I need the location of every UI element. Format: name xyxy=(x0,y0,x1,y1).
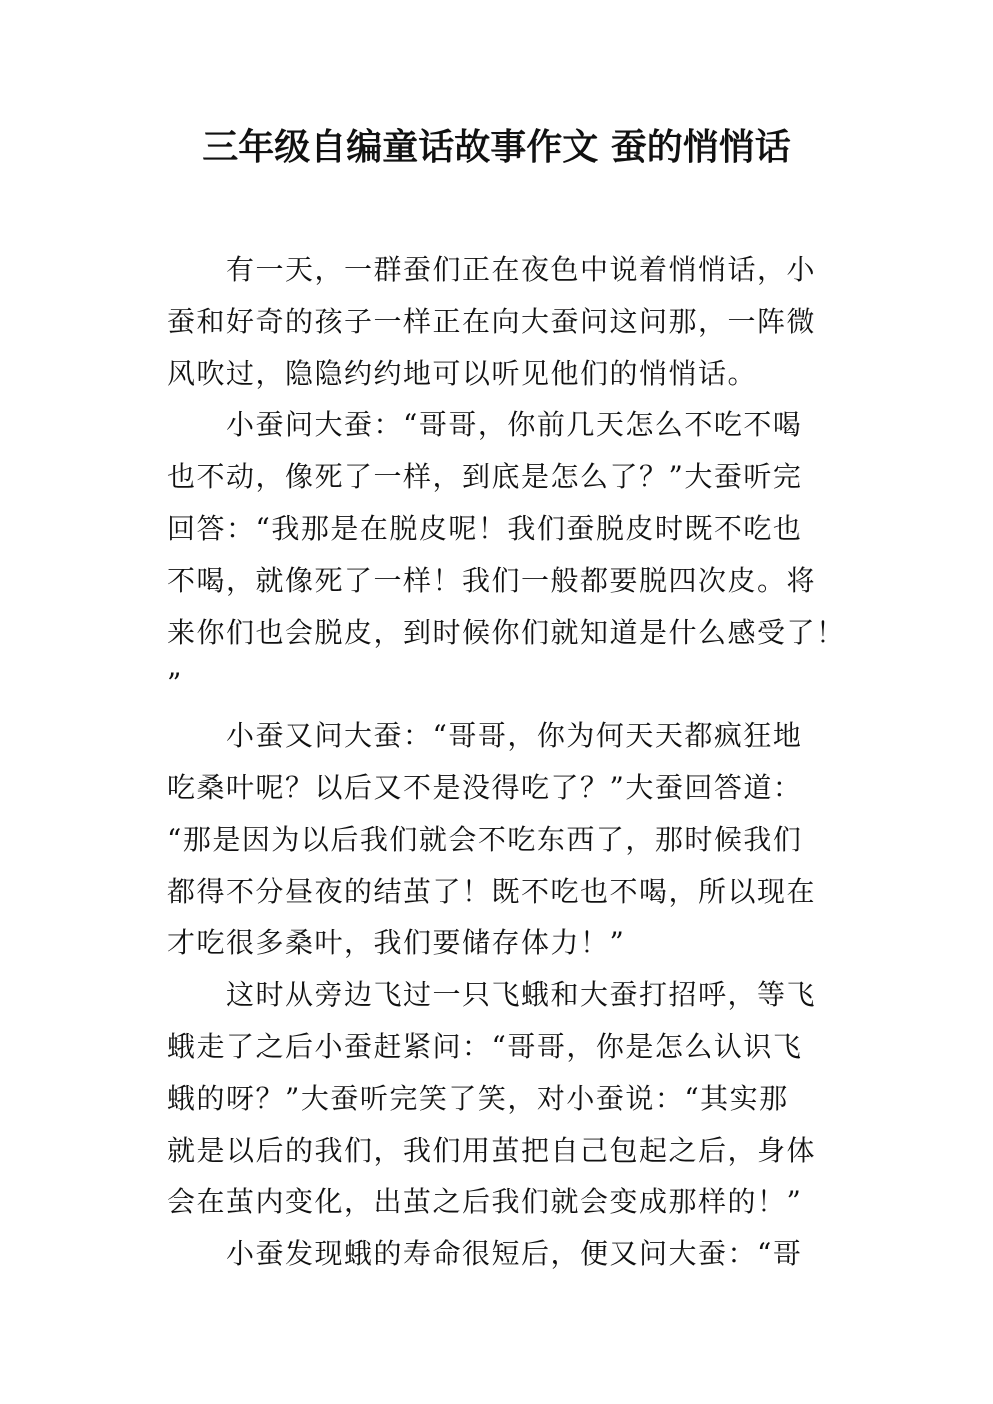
text-line: 风吹过，隐隐约约地可以听见他们的悄悄话。 xyxy=(167,356,758,390)
text-line: 吃桑叶呢？以后又不是没得吃了？”大蚕回答道： xyxy=(167,770,803,804)
text-line: 会在茧内变化，出茧之后我们就会变成那样的！” xyxy=(167,1185,803,1219)
text-line: 小蚕发现蛾的寿命很短后，便又问大蚕：“哥 xyxy=(167,1237,803,1271)
text-line: 蛾走了之后小蚕赶紧问：“哥哥，你是怎么认识飞 xyxy=(167,1029,803,1063)
text-line: 才吃很多桑叶，我们要储存体力！” xyxy=(167,926,626,960)
text-line: 就是以后的我们，我们用茧把自己包起之后，身体 xyxy=(167,1133,817,1167)
text-line: 蚕和好奇的孩子一样正在向大蚕问这问那，一阵微 xyxy=(167,304,817,338)
text-line: 这时从旁边飞过一只飞蛾和大蚕打招呼，等飞 xyxy=(167,978,817,1012)
document-title: 三年级自编童话故事作文 蚕的悄悄话 xyxy=(202,127,791,168)
text-line: 蛾的呀？”大蚕听完笑了笑，对小蚕说：“其实那 xyxy=(167,1081,789,1115)
text-line: 也不动，像死了一样，到底是怎么了？”大蚕听完 xyxy=(167,460,803,494)
text-line: “那是因为以后我们就会不吃东西了，那时候我们 xyxy=(167,822,803,856)
text-line: 回答：“我那是在脱皮呢！我们蚕脱皮时既不吃也 xyxy=(167,511,803,545)
text-line: 都得不分昼夜的结茧了！既不吃也不喝，所以现在 xyxy=(167,874,817,908)
text-line: 不喝，就像死了一样！我们一般都要脱四次皮。将 xyxy=(167,563,817,597)
document-body xyxy=(167,244,846,1280)
text-line: 小蚕问大蚕：“哥哥，你前几天怎么不吃不喝 xyxy=(167,408,803,442)
text-line: 小蚕又问大蚕：“哥哥，你为何天天都疯狂地 xyxy=(167,719,803,753)
text-line: 有一天，一群蚕们正在夜色中说着悄悄话，小 xyxy=(167,253,817,286)
text-line: 来你们也会脱皮，到时候你们就知道是什么感受了！ xyxy=(167,615,846,649)
text-line: ” xyxy=(167,667,183,701)
